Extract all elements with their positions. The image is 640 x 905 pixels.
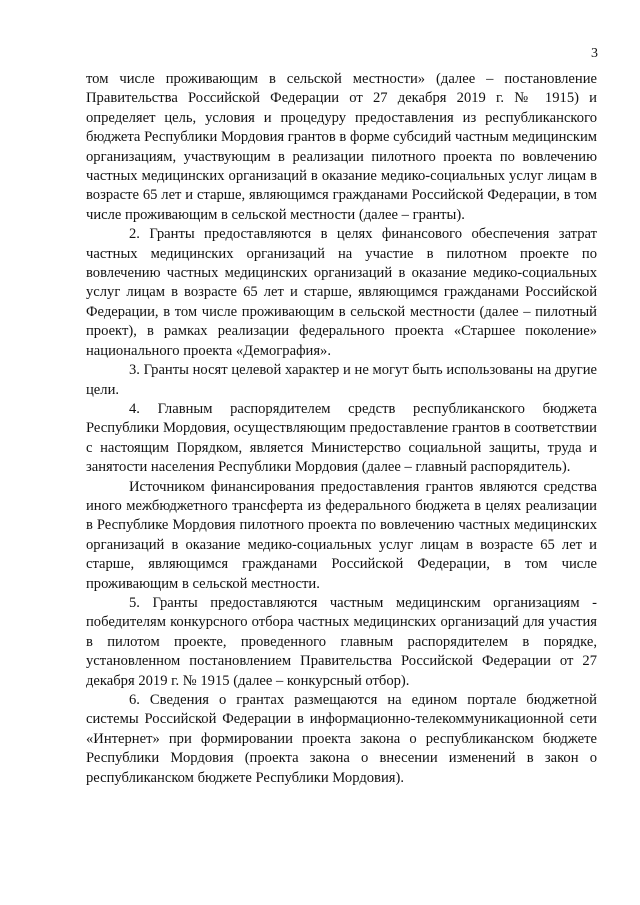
paragraph-4: 4. Главным распорядителем средств республиканского бюджета Республики Мордовия, осуществляющим предоставление грантов в соответствии с настоящим Порядком, является Министерство социальной защиты, труда и занятости населения Республики Мордовия (далее – главный распорядитель). bbox=[86, 400, 597, 476]
paragraph-5: 5. Гранты предоставляются частным медицинским организациям - победителям конкурсного отбора частных медицинских организаций для участия в пилотом проекте, проведенного главным распорядителем в порядке, установленном постановлением Правительства Российской Федерации от 27 декабря 2019 г. № 1915 (далее – конкурсный отбор). bbox=[86, 594, 597, 689]
paragraph-continuation: том числе проживающим в сельской местности» (далее – постановление Правительства Российской Федерации от 27 декабря 2019 г. № 1915) и определяет цель, условия и процедуру предоставления из республиканского бюджета Республики Мордовия грантов в форме субсидий частным медицинским организациям, участвующим в реализации пилотного проекта по вовлечению частных медицинских организаций в оказание медико-социальных услуг лицам в возрасте 65 лет и старше, являющимся гражданами Российской Федерации, в том числе проживающим в сельской местности (далее – гранты). bbox=[86, 71, 597, 223]
paragraph-2: 2. Гранты предоставляются в целях финансового обеспечения затрат частных медицинских организаций на участие в пилотном проекте по вовлечению частных медицинских организаций в оказание медико-социальных услуг лицам в возрасте 65 лет и старше, являющимся гражданами Российской Федерации, в том числе проживающим в сельской местности (далее – пилотный проект), в рамках реализации федерального проекта «Старшее поколение» национального проекта «Демография». bbox=[86, 226, 597, 359]
paragraph-funding-source: Источником финансирования предоставления грантов являются средства иного межбюджетного трансферта из федерального бюджета в целях реализации в Республике Мордовия пилотного проекта по вовлечению частных медицинских организаций в оказание медико-социальных услуг лицам в возрасте 65 лет и старше, являющимся гражданами Российской Федерации, в том числе проживающим в сельской местности. bbox=[86, 478, 597, 592]
page-number: 3 bbox=[591, 46, 598, 61]
paragraph-3: 3. Гранты носят целевой характер и не могут быть использованы на другие цели. bbox=[86, 362, 597, 398]
paragraph-6: 6. Сведения о грантах размещаются на едином портале бюджетной системы Российской Федерации в информационно-телекоммуникационной сети «Интернет» при формировании проекта закона о республиканском бюджете Республики Мордовия (проекта закона о внесении изменений в закон о республиканском бюджете Республики Мордовия). bbox=[86, 692, 597, 786]
document-body bbox=[86, 70, 597, 788]
